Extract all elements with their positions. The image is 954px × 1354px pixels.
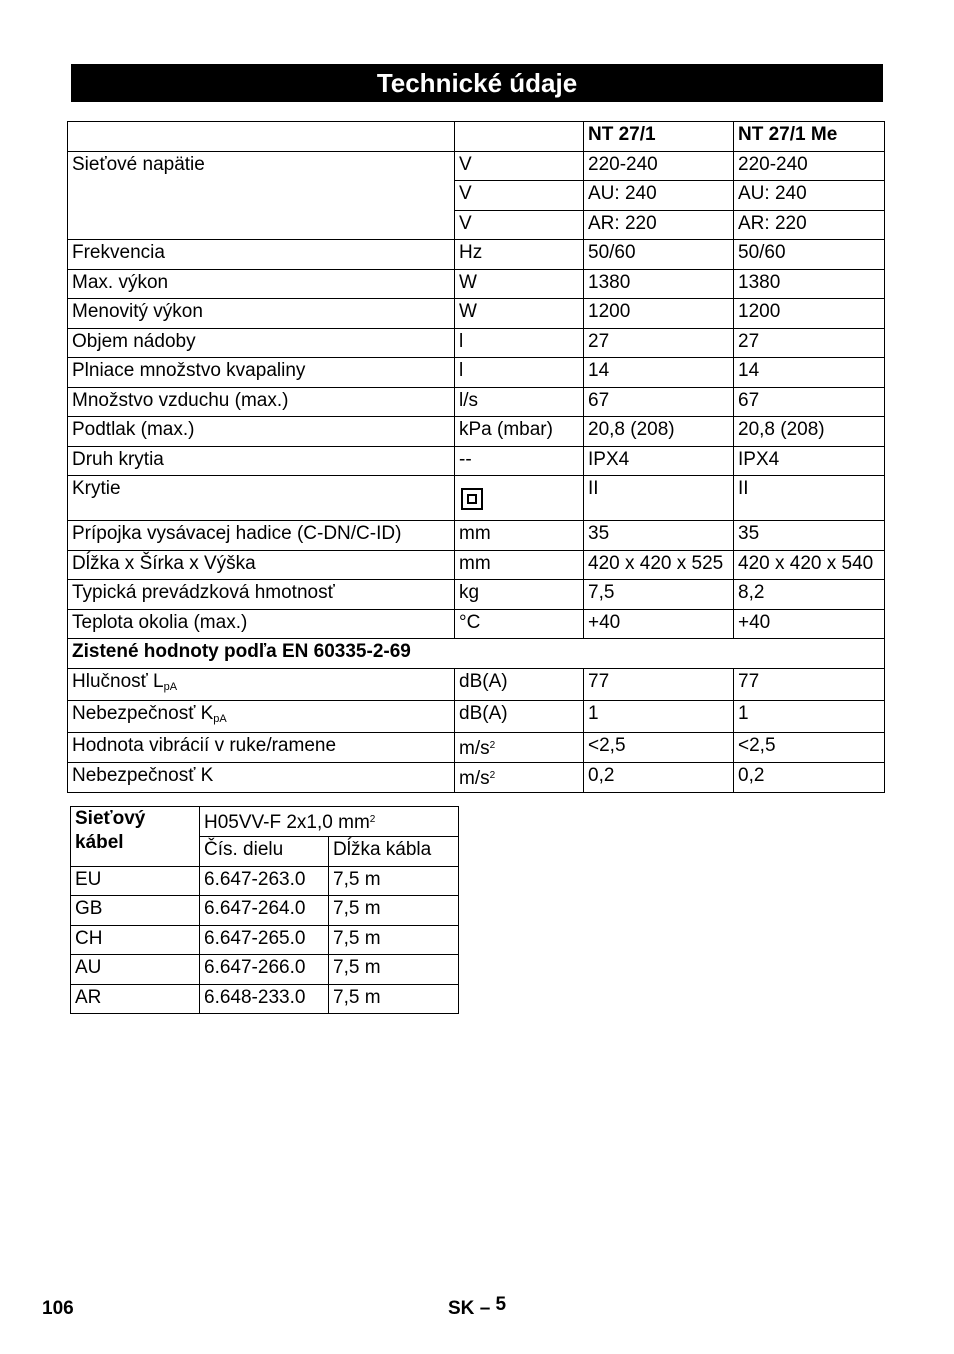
row-value-2: 220-240 xyxy=(734,151,885,181)
header-model-1: NT 27/1 xyxy=(584,122,734,152)
cable-length: 7,5 m xyxy=(329,925,459,955)
row-value-1: 20,8 (208) xyxy=(584,417,734,447)
row-unit xyxy=(455,476,584,521)
row-value-1: +40 xyxy=(584,609,734,639)
row-unit: kg xyxy=(455,580,584,610)
row-unit-text: m/s xyxy=(459,737,490,759)
row-unit xyxy=(455,732,584,762)
footer-lang: SK xyxy=(448,1298,475,1319)
table-row xyxy=(68,181,885,211)
cable-length: 7,5 m xyxy=(329,866,459,896)
footer-dash: – xyxy=(479,1298,491,1319)
cable-region: AU xyxy=(71,955,200,985)
row-label: Frekvencia xyxy=(68,240,455,270)
protection-class-ii-icon xyxy=(461,488,483,510)
row-label: Plniace množstvo kvapaliny xyxy=(68,358,455,388)
row-unit: V xyxy=(455,181,584,211)
cable-part-number: 6.648-233.0 xyxy=(200,984,329,1014)
row-value-1: AR: 220 xyxy=(584,210,734,240)
cable-region: GB xyxy=(71,896,200,926)
row-value-2: <2,5 xyxy=(734,732,885,762)
row-value-1: <2,5 xyxy=(584,732,734,762)
row-value-1: 1200 xyxy=(584,299,734,329)
row-unit-text: m/s xyxy=(459,767,490,789)
row-label: Typická prevádzková hmotnosť xyxy=(68,580,455,610)
table-row xyxy=(68,550,885,580)
table-row xyxy=(71,955,459,985)
footer-section xyxy=(448,1294,507,1320)
table-row xyxy=(68,521,885,551)
row-unit: W xyxy=(455,299,584,329)
row-unit: °C xyxy=(455,609,584,639)
row-value-1: 1 xyxy=(584,700,734,732)
row-value-1: 35 xyxy=(584,521,734,551)
row-label-text: Nebezpečnosť K xyxy=(72,702,214,724)
table-row xyxy=(71,925,459,955)
row-value-2: II xyxy=(734,476,885,521)
row-value-1: 1380 xyxy=(584,269,734,299)
cable-region: AR xyxy=(71,984,200,1014)
row-value-1: 67 xyxy=(584,387,734,417)
row-value-2: +40 xyxy=(734,609,885,639)
row-label: Dĺžka x Šírka x Výška xyxy=(68,550,455,580)
row-value-2: 50/60 xyxy=(734,240,885,270)
col-part-number: Čís. dielu xyxy=(200,837,329,867)
row-label: Podtlak (max.) xyxy=(68,417,455,447)
row-value-1: 220-240 xyxy=(584,151,734,181)
row-value-2: 1380 xyxy=(734,269,885,299)
cable-label: Sieťový kábel xyxy=(71,807,200,867)
table-row xyxy=(68,328,885,358)
row-label: Sieťové napätie xyxy=(68,151,455,181)
row-unit: mm xyxy=(455,521,584,551)
cable-length: 7,5 m xyxy=(329,955,459,985)
table-row xyxy=(68,269,885,299)
row-label xyxy=(68,668,455,700)
row-label-subscript: pA xyxy=(213,712,227,725)
row-unit: W xyxy=(455,269,584,299)
power-cable-table xyxy=(70,806,459,1014)
row-value-2: 1200 xyxy=(734,299,885,329)
row-label: Teplota okolia (max.) xyxy=(68,609,455,639)
row-value-2: 77 xyxy=(734,668,885,700)
row-value-2: 1 xyxy=(734,700,885,732)
table-row xyxy=(68,609,885,639)
row-value-2: 420 x 420 x 540 xyxy=(734,550,885,580)
table-row xyxy=(71,984,459,1014)
cable-part-number: 6.647-264.0 xyxy=(200,896,329,926)
row-value-1: 50/60 xyxy=(584,240,734,270)
row-value-2: 27 xyxy=(734,328,885,358)
row-value-1: 420 x 420 x 525 xyxy=(584,550,734,580)
row-unit: V xyxy=(455,210,584,240)
table-row xyxy=(68,151,885,181)
row-unit-superscript: 2 xyxy=(489,739,496,751)
table-row xyxy=(68,762,885,792)
cable-part-number: 6.647-263.0 xyxy=(200,866,329,896)
row-value-1: 14 xyxy=(584,358,734,388)
section-heading: Zistené hodnoty podľa EN 60335-2-69 xyxy=(68,639,885,669)
table-row xyxy=(68,240,885,270)
row-value-1: II xyxy=(584,476,734,521)
technical-data-table xyxy=(67,121,885,793)
row-unit: kPa (mbar) xyxy=(455,417,584,447)
row-value-2: 0,2 xyxy=(734,762,885,792)
row-value-2: IPX4 xyxy=(734,446,885,476)
row-value-1: AU: 240 xyxy=(584,181,734,211)
cable-part-number: 6.647-265.0 xyxy=(200,925,329,955)
row-value-2: 8,2 xyxy=(734,580,885,610)
row-label: Max. výkon xyxy=(68,269,455,299)
row-unit: dB(A) xyxy=(455,668,584,700)
row-value-1: IPX4 xyxy=(584,446,734,476)
row-value-1: 27 xyxy=(584,328,734,358)
row-label xyxy=(68,700,455,732)
row-label-text: Hlučnosť L xyxy=(72,670,164,692)
row-unit: l/s xyxy=(455,387,584,417)
table-row xyxy=(68,700,885,732)
row-unit: Hz xyxy=(455,240,584,270)
row-label: Objem nádoby xyxy=(68,328,455,358)
row-value-1: 77 xyxy=(584,668,734,700)
row-unit: -- xyxy=(455,446,584,476)
row-label: Nebezpečnosť K xyxy=(68,762,455,792)
page-number: 106 xyxy=(42,1298,74,1319)
table-row xyxy=(68,476,885,521)
table-row xyxy=(68,299,885,329)
row-value-2: AR: 220 xyxy=(734,210,885,240)
header-cell xyxy=(455,122,584,152)
row-label: Hodnota vibrácií v ruke/ramene xyxy=(68,732,455,762)
cable-length: 7,5 m xyxy=(329,984,459,1014)
page-title: Technické údaje xyxy=(71,64,883,102)
row-unit: mm xyxy=(455,550,584,580)
header-model-2: NT 27/1 Me xyxy=(734,122,885,152)
table-row xyxy=(71,896,459,926)
row-unit xyxy=(455,762,584,792)
section-heading-row xyxy=(68,639,885,669)
cable-region: CH xyxy=(71,925,200,955)
col-cable-length: Dĺžka kábla xyxy=(329,837,459,867)
row-unit: l xyxy=(455,358,584,388)
cable-region: EU xyxy=(71,866,200,896)
table-row xyxy=(71,807,459,837)
table-row xyxy=(68,732,885,762)
row-label: Menovitý výkon xyxy=(68,299,455,329)
table-row xyxy=(68,580,885,610)
table-row xyxy=(68,446,885,476)
cable-type xyxy=(200,807,459,837)
table-row xyxy=(68,417,885,447)
row-unit: dB(A) xyxy=(455,700,584,732)
cable-type-text: H05VV-F 2x1,0 mm xyxy=(204,812,370,833)
row-value-1: 7,5 xyxy=(584,580,734,610)
row-value-2: 35 xyxy=(734,521,885,551)
row-value-2: AU: 240 xyxy=(734,181,885,211)
cable-type-superscript: 2 xyxy=(369,814,376,825)
footer-section-number: 5 xyxy=(495,1294,507,1315)
row-unit: l xyxy=(455,328,584,358)
table-row xyxy=(68,668,885,700)
row-value-2: 14 xyxy=(734,358,885,388)
row-unit-superscript: 2 xyxy=(489,769,496,781)
cable-length: 7,5 m xyxy=(329,896,459,926)
table-row xyxy=(68,358,885,388)
row-label-subscript: pA xyxy=(163,680,178,693)
row-label: Prípojka vysávacej hadice (C-DN/C-ID) xyxy=(68,521,455,551)
row-value-2: 20,8 (208) xyxy=(734,417,885,447)
table-row xyxy=(71,866,459,896)
row-value-1: 0,2 xyxy=(584,762,734,792)
row-value-2: 67 xyxy=(734,387,885,417)
cable-part-number: 6.647-266.0 xyxy=(200,955,329,985)
row-label: Druh krytia xyxy=(68,446,455,476)
table-header-row xyxy=(68,122,885,152)
row-label-empty xyxy=(68,210,455,240)
row-unit: V xyxy=(455,151,584,181)
header-cell xyxy=(68,122,455,152)
table-row xyxy=(68,387,885,417)
row-label: Množstvo vzduchu (max.) xyxy=(68,387,455,417)
row-label: Krytie xyxy=(68,476,455,521)
table-row xyxy=(68,210,885,240)
row-label-empty xyxy=(68,181,455,211)
